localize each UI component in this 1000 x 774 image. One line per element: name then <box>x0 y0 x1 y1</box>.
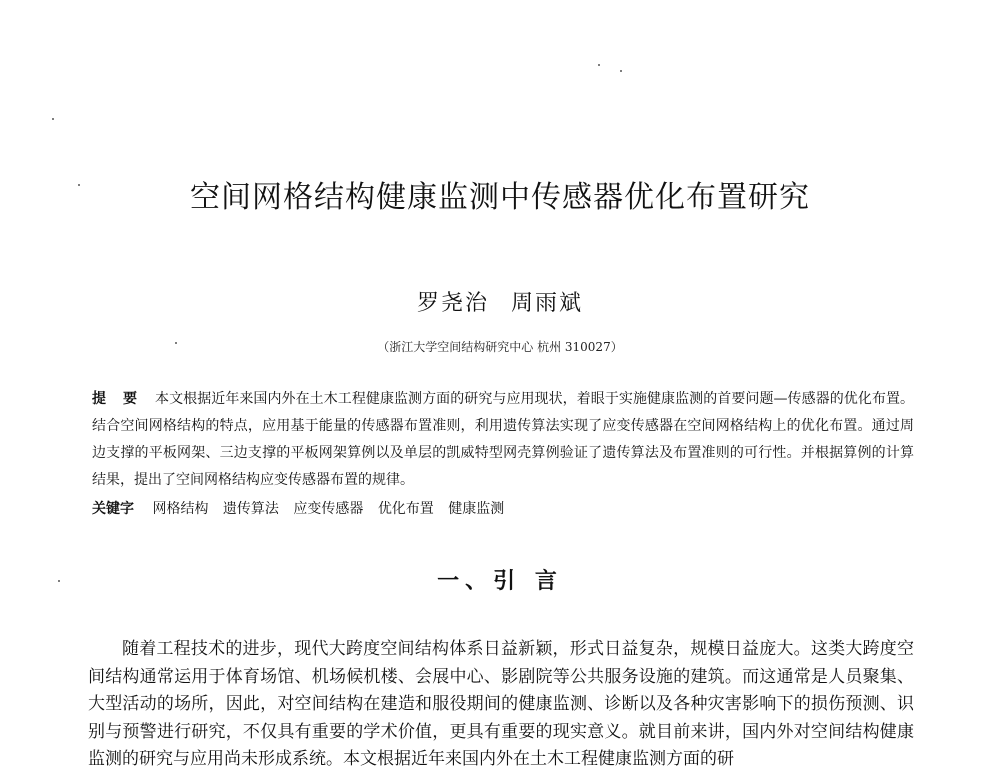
author-name: 周雨斌 <box>511 291 584 316</box>
keyword: 优化布置 <box>377 501 434 517</box>
keyword: 遗传算法 <box>222 501 279 517</box>
section-paragraph: 随着工程技术的进步，现代大跨度空间结构体系日益新颖，形式日益复杂，规模日益庞大。这类大跨度空间结构通常运用于体育场馆、机场候机楼、会展中心、影剧院等公共服务设施的建筑。而这通常是人员聚集、大型活动的场所，因此，对空间结构在建造和服役期间的健康监测、诊断以及各种灾害影响下的损伤预测、识别与预警进行研究，不仅具有重要的学术价值，更具有重要的现实意义。就目前来讲，国内外对空间结构健康监测的研究与应用尚未形成系统。本文根据近年来国内外在土木工程健康监测方面的研 <box>88 639 914 769</box>
scan-speck <box>598 64 600 66</box>
keyword: 应变传感器 <box>293 501 364 517</box>
keywords-label: 关键字 <box>92 501 134 517</box>
abstract-label: 提 要 <box>92 391 144 407</box>
author-list <box>0 286 1000 317</box>
keyword: 网格结构 <box>152 501 209 517</box>
abstract <box>92 386 914 494</box>
abstract-text: 本文根据近年来国内外在土木工程健康监测方面的研究与应用现状，着眼于实施健康监测的首要问题—传感器的优化布置。结合空间网格结构的特点，应用基于能量的传感器布置准则，利用遗传算法实现了应变传感器在空间网格结构上的优化布置。通过周边支撑的平板网架、三边支撑的平板网架算例以及单层的凯威特型网壳算例验证了遗传算法及布置准则的可行性。并根据算例的计算结果，提出了空间网格结构应变传感器布置的规律。 <box>92 391 915 488</box>
section-heading: 一、引 言 <box>437 569 563 594</box>
keyword: 健康监测 <box>448 501 505 517</box>
paper-title: 空间网格结构健康监测中传感器优化布置研究 <box>190 180 810 215</box>
keywords <box>92 496 914 523</box>
author-name: 罗尧治 <box>416 291 489 316</box>
author-affiliation: （浙江大学空间结构研究中心 杭州 310027） <box>377 340 623 354</box>
scan-speck <box>52 118 54 120</box>
scan-speck <box>620 70 622 72</box>
